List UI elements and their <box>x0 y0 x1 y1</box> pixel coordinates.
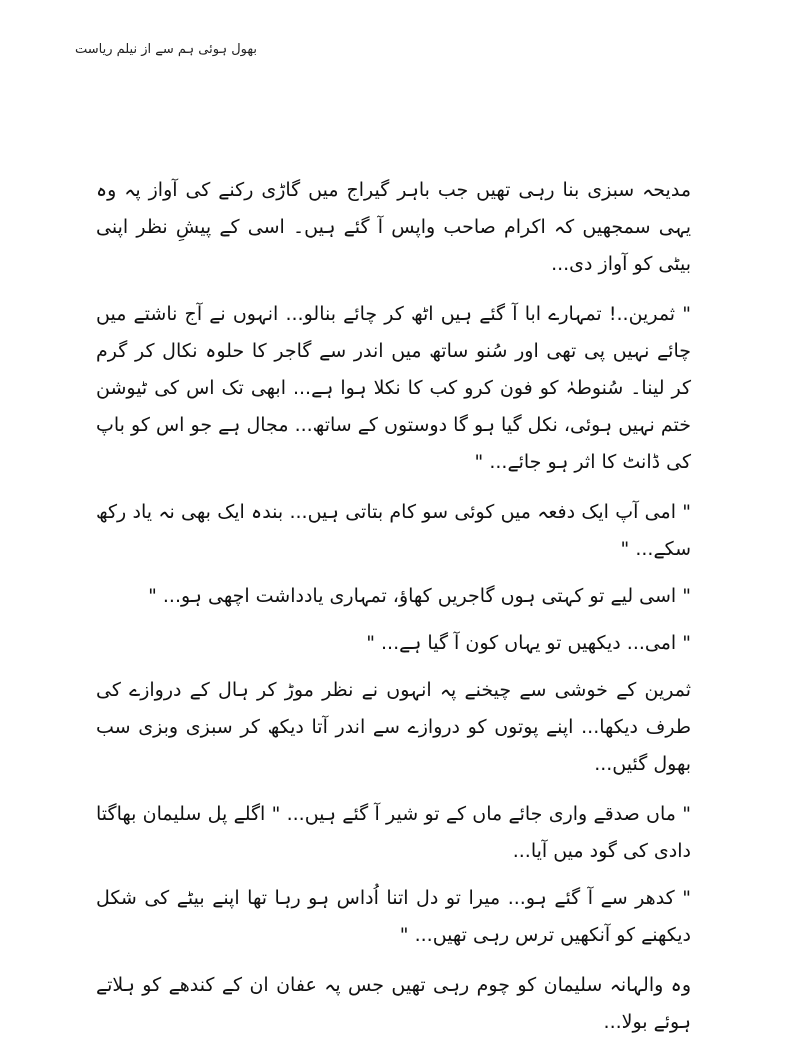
story-body <box>96 172 691 1054</box>
paragraph-8: " کدھر سے آ گئے ہو... میرا تو دل اتنا اُداس ہو رہا تھا اپنے بیٹے کی شکل دیکھنے کو آنکھیں ترس رہی تھیں... " <box>96 887 691 946</box>
paragraph-3: " امی آپ ایک دفعہ میں کوئی سو کام بتاتی ہیں... بندہ ایک بھی نہ یاد رکھ سکے... " <box>96 501 691 560</box>
paragraph-4: " اسی لیے تو کہتی ہوں گاجریں کھاؤ، تمہاری یادداشت اچھی ہو... " <box>148 585 691 607</box>
paragraph-5: " امی... دیکھیں تو یہاں کون آ گیا ہے... " <box>366 632 691 654</box>
paragraph-1: مدیحہ سبزی بنا رہی تھیں جب باہر گیراج میں گاڑی رکنے کی آواز پہ وہ یہی سمجھیں کہ اکرام صاحب واپس آ گئے ہیں۔ اسی کے پیشِ نظر اپنی بیٹی کو آواز دی... <box>96 179 691 275</box>
paragraph-7: " ماں صدقے واری جائے ماں کے تو شیر آ گئے ہیں... " اگلے پل سلیمان بھاگتا دادی کی گود میں آیا... <box>96 803 691 862</box>
running-header: بھول ہوئی ہم سے از نیلم ریاست <box>74 42 257 57</box>
paragraph-6: ثمرین کے خوشی سے چیخنے پہ انہوں نے نظر موڑ کر ہال کے دروازے کی طرف دیکھا... اپنے پوتوں کو دروازے سے اندر آتا دیکھ کر سبزی وبزی سب بھول گئیں... <box>96 679 691 775</box>
paragraph-2: " ثمرین..! تمہارے ابا آ گئے ہیں اٹھ کر چائے بنالو... انہوں نے آج ناشتے میں چائے نہیں پی تھی اور سُنو ساتھ میں اندر سے گاجر کا حلوہ نکال کر گرم کر لینا۔ سُنوطہٰ کو فون کرو کب کا نکلا ہوا ہے... ابھی تک اس کی ٹیوشن ختم نہیں ہوئی، نکل گیا ہو گا دوستوں کے ساتھ... مجال ہے جو اس کو باپ کی ڈانٹ کا اثر ہو جائے... " <box>96 303 691 473</box>
paragraph-9: وہ والہانہ سلیمان کو چوم رہی تھیں جس پہ عفان ان کے کندھے کو ہلاتے ہوئے بولا... <box>96 974 691 1033</box>
